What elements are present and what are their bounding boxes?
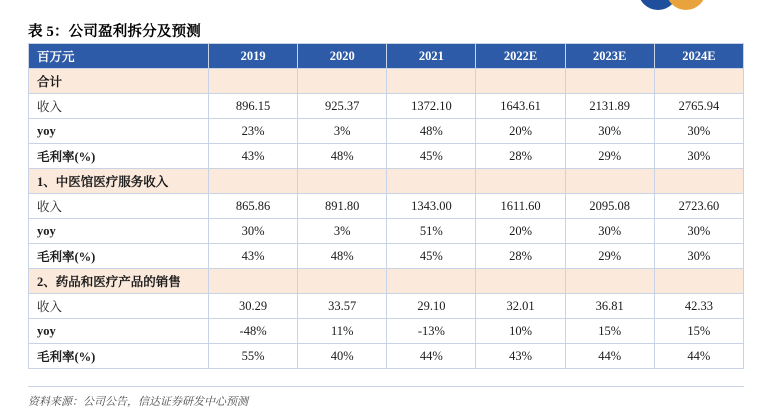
row-value: 32.01 [476, 294, 565, 319]
row-value [387, 269, 476, 294]
row-label: yoy [29, 119, 209, 144]
row-value: 30.29 [209, 294, 298, 319]
row-value: 23% [209, 119, 298, 144]
row-value [565, 269, 654, 294]
row-value [654, 269, 743, 294]
table-row [29, 269, 744, 294]
row-value: 30% [565, 119, 654, 144]
row-value: 51% [387, 219, 476, 244]
row-value: 45% [387, 144, 476, 169]
row-label: 毛利率(%) [29, 344, 209, 369]
row-value: 2765.94 [654, 94, 743, 119]
row-value [476, 69, 565, 94]
table-row [29, 169, 744, 194]
row-value [476, 169, 565, 194]
source-note: 资料来源：公司公告，信达证券研发中心预测 [28, 396, 248, 408]
row-value: 3% [298, 219, 387, 244]
row-value [654, 169, 743, 194]
table-row [29, 69, 744, 94]
row-value: 29.10 [387, 294, 476, 319]
table-row [29, 119, 744, 144]
table-row [29, 344, 744, 369]
row-value: 20% [476, 119, 565, 144]
row-value: 30% [654, 244, 743, 269]
financial-forecast-table [28, 43, 744, 369]
company-logo-icon [638, 0, 712, 12]
row-value: 44% [565, 344, 654, 369]
row-value: 1372.10 [387, 94, 476, 119]
row-value: 30% [654, 144, 743, 169]
row-label: yoy [29, 319, 209, 344]
row-value: 29% [565, 244, 654, 269]
row-value: 11% [298, 319, 387, 344]
row-value: 42.33 [654, 294, 743, 319]
row-value: 40% [298, 344, 387, 369]
row-value: 15% [565, 319, 654, 344]
row-value: 865.86 [209, 194, 298, 219]
row-value [476, 269, 565, 294]
row-value: 28% [476, 244, 565, 269]
table-row [29, 194, 744, 219]
row-value [209, 269, 298, 294]
row-value [298, 69, 387, 94]
row-value [209, 69, 298, 94]
footer-divider [28, 386, 744, 387]
table-row [29, 319, 744, 344]
table-header-row [29, 44, 744, 69]
table-header [29, 44, 744, 69]
column-header-2021: 2021 [387, 44, 476, 69]
row-value [387, 169, 476, 194]
column-header-label: 百万元 [29, 44, 209, 69]
row-label: 收入 [29, 294, 209, 319]
row-value: 45% [387, 244, 476, 269]
column-header-2023e: 2023E [565, 44, 654, 69]
row-value [387, 69, 476, 94]
row-label: yoy [29, 219, 209, 244]
row-value: 43% [476, 344, 565, 369]
row-value: -48% [209, 319, 298, 344]
row-value: 29% [565, 144, 654, 169]
row-value: 48% [298, 244, 387, 269]
row-value: 2095.08 [565, 194, 654, 219]
row-value: 3% [298, 119, 387, 144]
row-value: 20% [476, 219, 565, 244]
row-value: 48% [387, 119, 476, 144]
row-value: 48% [298, 144, 387, 169]
column-header-2022e: 2022E [476, 44, 565, 69]
row-value: 15% [654, 319, 743, 344]
table-row [29, 219, 744, 244]
row-value: 43% [209, 244, 298, 269]
table-title: 表 5：公司盈利拆分及预测 [28, 24, 201, 40]
row-value: 44% [387, 344, 476, 369]
row-value: 2131.89 [565, 94, 654, 119]
row-value [298, 269, 387, 294]
row-value: 1611.60 [476, 194, 565, 219]
row-label: 1、中医馆医疗服务收入 [29, 169, 209, 194]
row-value [565, 69, 654, 94]
row-value: -13% [387, 319, 476, 344]
row-value: 891.80 [298, 194, 387, 219]
row-value: 1643.61 [476, 94, 565, 119]
table-body [29, 69, 744, 369]
row-value: 28% [476, 144, 565, 169]
column-header-2024e: 2024E [654, 44, 743, 69]
row-value: 2723.60 [654, 194, 743, 219]
row-label: 合计 [29, 69, 209, 94]
row-label: 收入 [29, 194, 209, 219]
row-value [298, 169, 387, 194]
column-header-2020: 2020 [298, 44, 387, 69]
row-value: 33.57 [298, 294, 387, 319]
row-value: 925.37 [298, 94, 387, 119]
row-value: 1343.00 [387, 194, 476, 219]
row-value: 43% [209, 144, 298, 169]
row-label: 2、药品和医疗产品的销售 [29, 269, 209, 294]
row-value [209, 169, 298, 194]
row-value: 55% [209, 344, 298, 369]
column-header-2019: 2019 [209, 44, 298, 69]
table-row [29, 94, 744, 119]
row-label: 毛利率(%) [29, 244, 209, 269]
table-row [29, 294, 744, 319]
row-value: 30% [209, 219, 298, 244]
row-value: 36.81 [565, 294, 654, 319]
row-value [565, 169, 654, 194]
table-row [29, 144, 744, 169]
row-label: 毛利率(%) [29, 144, 209, 169]
row-value: 30% [654, 119, 743, 144]
row-value: 44% [654, 344, 743, 369]
row-value: 30% [654, 219, 743, 244]
row-value: 10% [476, 319, 565, 344]
table-row [29, 244, 744, 269]
row-value [654, 69, 743, 94]
row-label: 收入 [29, 94, 209, 119]
row-value: 30% [565, 219, 654, 244]
row-value: 896.15 [209, 94, 298, 119]
logo-circle-orange [666, 0, 706, 10]
